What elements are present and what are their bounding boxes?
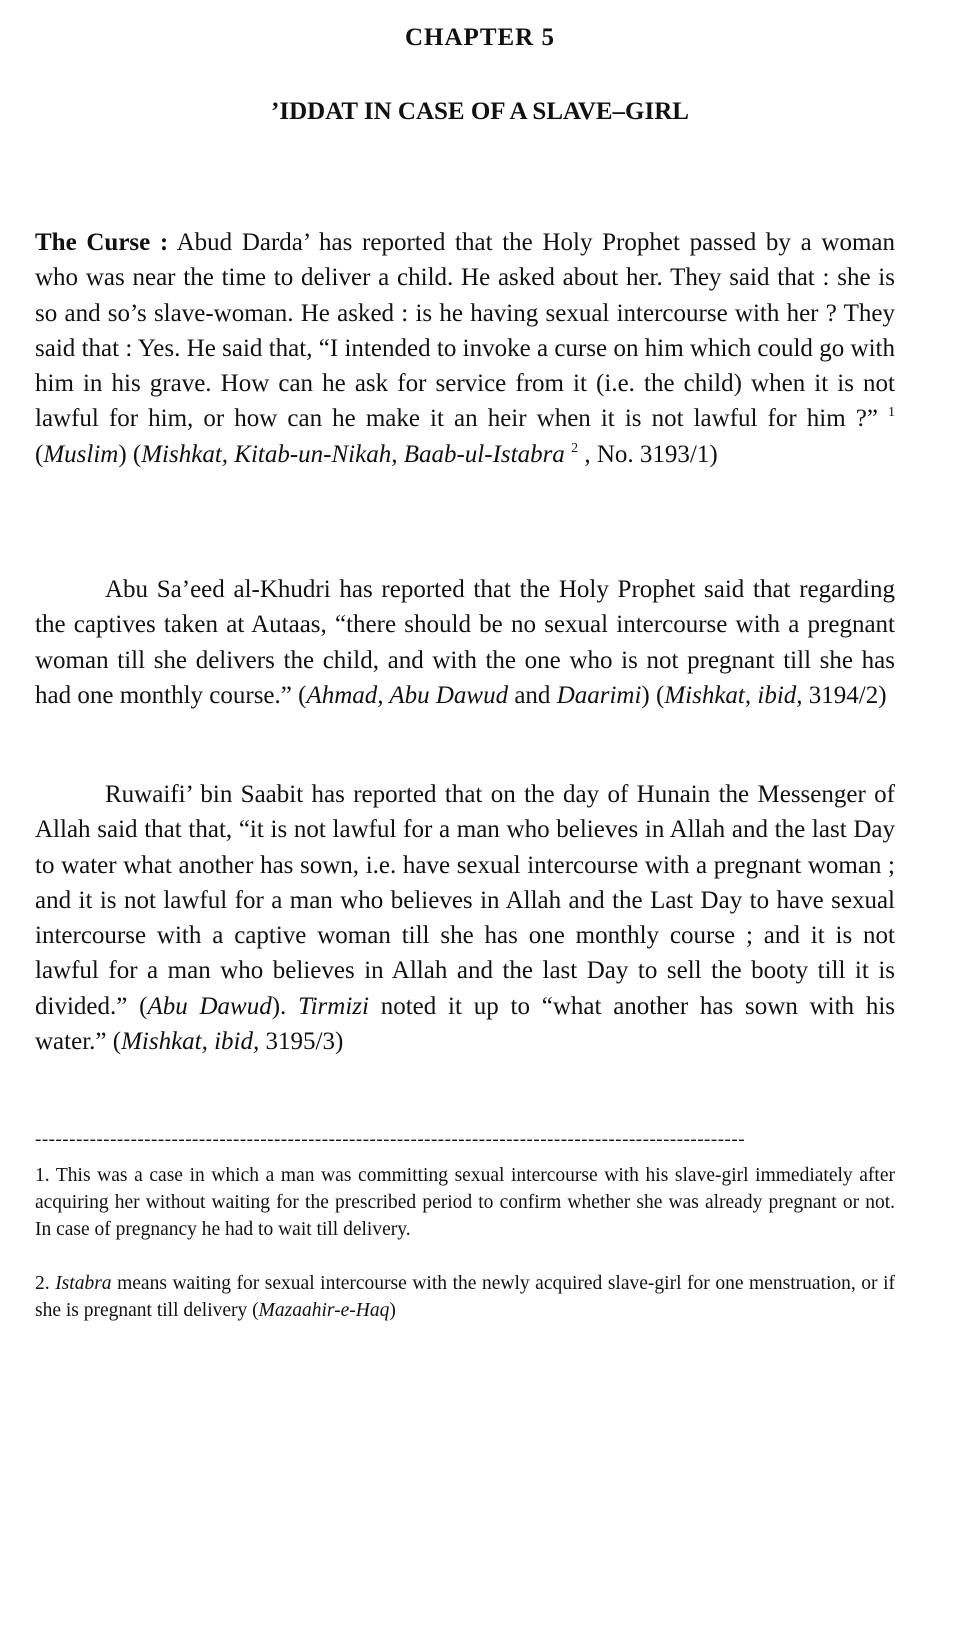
- citation-text: Mishkat, Kitab-un-Nikah, Baab-ul-Istabra: [141, 440, 565, 468]
- citation-text: Ahmad, Abu Dawud: [306, 681, 509, 709]
- citation-text: Mazaahir-e-Haq: [258, 1300, 390, 1321]
- text-run: (: [35, 440, 44, 468]
- paragraph-the-curse: [35, 225, 895, 472]
- footnote-divider: --------------------------------------------------------------------------------------------------------: [35, 1130, 746, 1150]
- text-run: ): [389, 1300, 396, 1321]
- footnote-1: [35, 1162, 895, 1243]
- text-run: 3195/3): [259, 1028, 344, 1056]
- text-run: ) (: [641, 681, 665, 709]
- text-run: and: [508, 681, 557, 709]
- citation-text: Istabra: [55, 1273, 112, 1294]
- text-run: 1. This was a case in which a man was committing sexual intercourse with his slave-girl immediately after acquiring her without waiting for the prescribed period to confirm whether she was already pregnant or not. In case of pregnancy he had to wait till delivery.: [35, 1165, 895, 1240]
- run-in-heading: The Curse :: [35, 229, 169, 256]
- text-run: 2.: [35, 1273, 56, 1294]
- text-run: means waiting for sexual intercourse with the newly acquired slave-girl for one menstruation, or if she is pregnant till delivery (: [35, 1273, 895, 1321]
- text-run: Ruwaifi’ bin Saabit has reported that on the day of Hunain the Messenger of Allah said that that, “it is not lawful for a man who believes in Allah and the last Day to water what another has sown, i.e. have sexual intercourse with a pregnant woman ; and it is not lawful for a man who believes in Allah and the Last Day to have sexual intercourse with a captive woman till she has one monthly course ; and it is not lawful for a man who believes in Allah and the last Day to sell the booty till it is divided.” (: [35, 781, 895, 1020]
- paragraph-ruwaifi: [35, 777, 895, 1059]
- text-run: Abu Sa’eed al-Khudri has reported that the Holy Prophet said that regarding the captives taken at Autaas, “there should be no sexual intercourse with a pregnant woman till she delivers the child, and with the one who is not pregnant till she has had one monthly course.” (: [35, 576, 895, 709]
- footnote-reference: 1: [888, 405, 895, 421]
- text-run: Abud Darda’ has reported that the Holy Prophet passed by a woman who was near the time to deliver a child. He asked about her. They said that : she is so and so’s slave-woman. He asked : is he having sexual intercourse with her ? They said that : Yes. He said that, “I intended to invoke a curse on him which could go with him in his grave. How can he ask for service from it (i.e. the child) when it is not lawful for him, or how can he make it an heir when it is not lawful for him ?”: [35, 229, 895, 433]
- citation-text: Muslim: [43, 440, 119, 468]
- text-run: 3194/2): [802, 681, 887, 709]
- paragraph-abu-saeed: [35, 572, 895, 713]
- chapter-title: ’IDDAT IN CASE OF A SLAVE–GIRL: [271, 98, 689, 125]
- citation-text: Mishkat, ibid,: [664, 681, 803, 709]
- footnote-2: [35, 1270, 895, 1324]
- citation-text: Tirmizi: [298, 992, 369, 1020]
- text-run: , No. 3193/1): [578, 440, 718, 468]
- text-run: ) (: [118, 440, 142, 468]
- footnote-reference: 2: [571, 440, 579, 456]
- chapter-heading: CHAPTER 5: [405, 24, 555, 51]
- citation-text: Mishkat, ibid,: [121, 1028, 260, 1056]
- citation-text: Abu Dawud: [147, 992, 272, 1020]
- text-run: ).: [271, 992, 299, 1020]
- citation-text: Daarimi: [556, 681, 642, 709]
- text-run: noted it up to “what another has sown with his water.” (: [35, 992, 895, 1056]
